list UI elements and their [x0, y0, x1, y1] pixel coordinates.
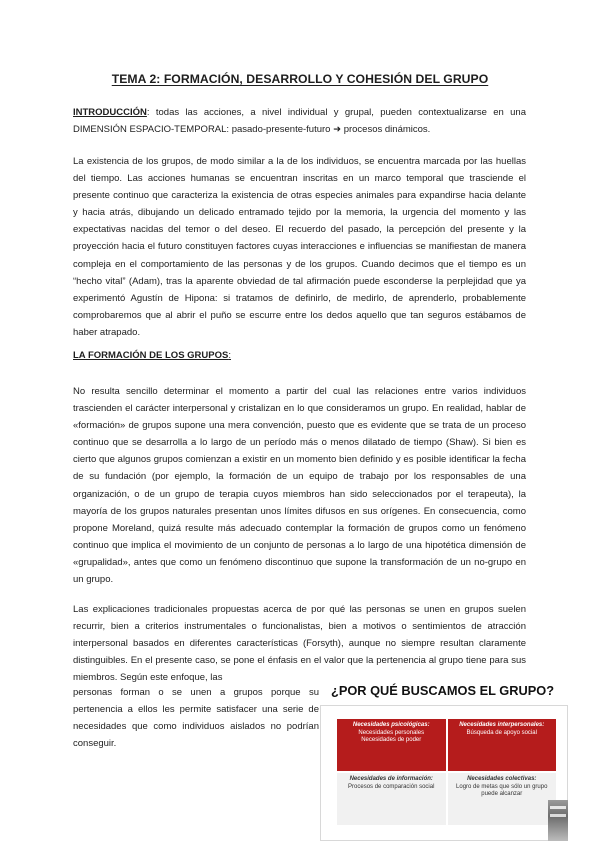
- paragraph-time: La existencia de los grupos, de modo similar a la de los individuos, se encuentra marcada por las huellas del tiempo. Las acciones humanas se encuentran inscritas en un marco temporal que trasciende el presente continuo que caracteriza la existencia de otras especies animales para expandirse hacia delante y hacia atrás, dibujando un delicado entramado tejido por la memoria, la urgencia del momento y las expectativas nacidas del temor o del deseo. El recuerdo del pasado, la percepción del presente y la proyección hacia el futuro constituyen factores cuyas interacciones e influencias se manifiestan de manera compleja en el comportamiento de las personas y de los grupos. Cuando decimos que el tiempo es un “hecho vital” (Adam), tras la aparente obviedad de tal afirmación puede esconderse la perplejidad que ya experimentó Agustín de Hipona: si tratamos de definirlo, de medirlo, de aprenderlo, probablemente comprobaremos que al abrir el puño se escurre entre los dedos aquello que tan seguros estábamos de haber atrapado.: [73, 156, 526, 338]
- needs-cell-interpersonal: [448, 719, 557, 771]
- needs-grid: [337, 719, 556, 825]
- needs-cell-title: Necesidades de información:: [349, 776, 433, 782]
- needs-figure: [320, 705, 568, 841]
- intro-paragraph: [73, 104, 526, 138]
- paragraph-explanations-continued: personas forman o se unen a grupos porque su pertenencia a ellos les permite satisfacer una serie de necesidades que como individuos aislados no podrían conseguir.: [73, 687, 319, 750]
- paragraph-formation: No resulta sencillo determinar el momento a partir del cual las relaciones entre varios individuos trascienden el carácter interpersonal y cristalizan en lo que consideramos un grupo. En realidad, hablar de «formación» de grupos supone una mera convención, puesto que es evidente que se trata de un proceso continuo que se desarrolla a lo largo de un período más o menos dilatado de tiempo (Shaw). Si bien es cierto que algunos grupos comienzan a existir en un momento bien definido y es posible identificar la fecha de su fundación (por ejemplo, la formación de un equipo de trabajo por los responsables de una organización, o de un grupo de terapia cuyos miembros han sido seleccionados por el terapeuta), la mayoría de los grupos naturales presentan unos límites difusos en sus orígenes. En consecuencia, como propone Moreland, quizá resulte más adecuado contemplar la formación de grupos como un fenómeno continuo que implica el movimiento de un conjunto de personas a lo largo de una hipotética dimensión de «grupalidad», antes que como un fenómeno discontinuo que supone la transformación de un no-grupo en un grupo.: [73, 386, 526, 586]
- section-heading-text: LA FORMACIÓN DE LOS GRUPOS: [73, 350, 229, 361]
- needs-cell-title: Necesidades colectivas:: [467, 776, 537, 782]
- page-title: TEMA 2: FORMACIÓN, DESARROLLO Y COHESIÓN DEL GRUPO: [111, 72, 489, 86]
- intro-text: : todas las acciones, a nivel individual y grupal, pueden contextualizarse en una DIMENSIÓN ESPACIO-TEMPORAL: pasado-presente-futuro ➜ procesos dinámicos.: [73, 107, 526, 136]
- building-photo-thumbnail: [548, 800, 568, 841]
- needs-cell-desc: Procesos de comparación social: [348, 783, 435, 790]
- needs-cell-collective: [448, 773, 557, 825]
- needs-cell-desc: Búsqueda de apoyo social: [466, 729, 537, 736]
- intro-label: INTRODUCCIÓN: [73, 107, 147, 118]
- needs-cell-title: Necesidades psicológicas:: [352, 722, 430, 728]
- needs-cell-psychological: [337, 719, 446, 771]
- figure-title: ¿POR QUÉ BUSCAMOS EL GRUPO?: [331, 683, 555, 698]
- paragraph-explanations: Las explicaciones tradicionales propuestas acerca de por qué las personas se unen en grupos suelen recurrir, bien a criterios instrumentales o funcionalistas, bien a motivos o sentimientos de atracción interpersonal basados en diferentes características (Forsyth), aunque no siempre resultan claramente distinguibles. En el presente caso, se pone el énfasis en el valor que la pertenencia al grupo tiene para sus miembros. Según este enfoque, las: [73, 604, 526, 684]
- needs-cell-title: Necesidades interpersonales:: [459, 722, 545, 728]
- section-heading-colon: :: [228, 350, 231, 361]
- needs-cell-desc: Logro de metas que sólo un grupo puede alcanzar: [456, 783, 548, 797]
- section-heading: [73, 350, 231, 361]
- needs-cell-desc: Necesidades personales Necesidades de poder: [358, 729, 425, 743]
- needs-cell-information: [337, 773, 446, 825]
